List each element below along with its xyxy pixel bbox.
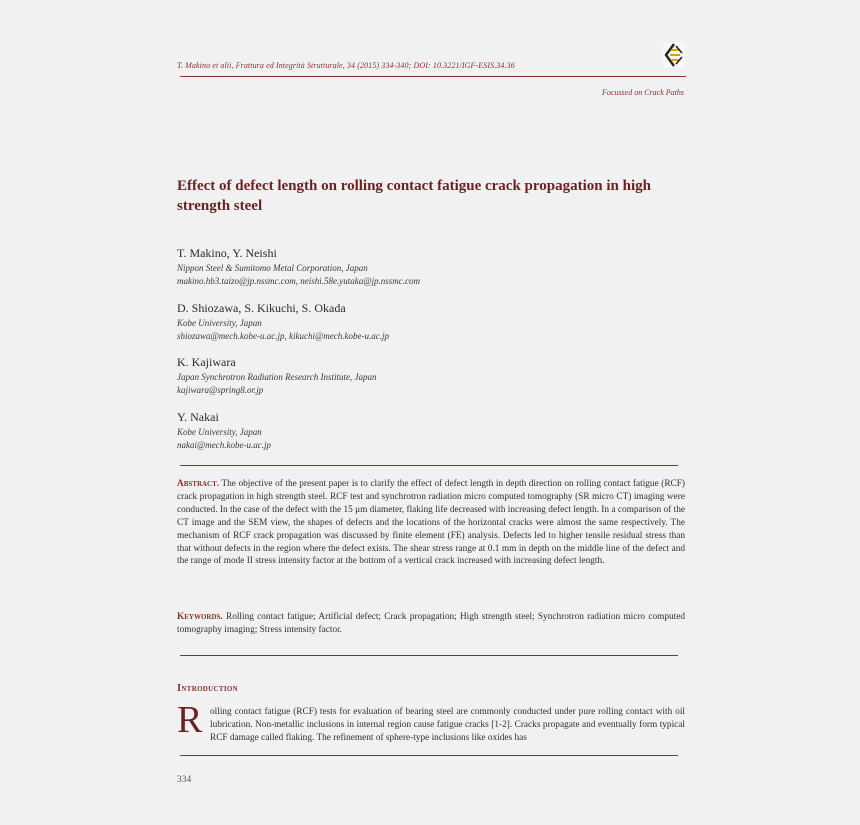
running-title: Focussed on Crack Paths bbox=[602, 88, 684, 97]
introduction-heading: Introduction bbox=[177, 683, 238, 694]
header-rule bbox=[180, 76, 686, 77]
paper-title: Effect of defect length on rolling contact fatigue crack propagation in high strength steel bbox=[177, 178, 651, 214]
author-emails: kajiwara@spring8.or.jp bbox=[177, 385, 264, 395]
abstract-text: The objective of the present paper is to clarify the effect of defect length in depth direction on rolling contact fatigue (RCF) crack propagation in high strength steel. RCF test and synchrotron radiation micro computed tomography (SR micro CT) imaging were conducted. In the case of the defect with the 15 μm diameter, flaking life decreased with increasing defect length. In a comparison of the CT image and the SEM view, the shapes of defects and the locations of the horizontal cracks were almost the same respectively. The mechanism of RCF crack propagation was discussed by finite element (FE) analysis. Defects led to higher tensile residual stress than that without defects in the region where the defect exists. The shear stress range at 0.1 mm in depth on the middle line of the defect and the range of mode II stress intensity factor at the bottom of a vertical crack increased with increasing defect length. bbox=[177, 479, 686, 567]
author-affiliation: Kobe University, Japan bbox=[177, 318, 262, 328]
abstract bbox=[177, 478, 685, 568]
abstract-label: Abstract. bbox=[177, 479, 220, 489]
introduction-text: olling contact fatigue (RCF) tests for evaluation of bearing steel are commonly conducted under pure rolling contact with oil lubrication. Non-metallic inclusions in internal region cause fatigue cracks [1-2]. Cracks propagate and eventually form typical RCF damage called flaking. The refinement of sphere-type inclusions like oxides has bbox=[210, 707, 685, 743]
author-names: T. Makino, Y. Neishi bbox=[177, 246, 277, 260]
journal-citation: T. Makino et alii, Frattura ed Integrità Strutturale, 34 (2015) 334-340; DOI: 10.3221/IGF-ESIS.34.36 bbox=[177, 61, 515, 70]
author-emails: nakai@mech.kobe-u.ac.jp bbox=[177, 440, 271, 450]
author-emails: makino.hb3.taizo@jp.nssmc.com, neishi.58e.yutaka@jp.nssmc.com bbox=[177, 276, 421, 286]
keywords bbox=[177, 611, 685, 637]
journal-logo-icon bbox=[663, 42, 685, 68]
author-names: D. Shiozawa, S. Kikuchi, S. Okada bbox=[177, 301, 346, 315]
dropcap: R bbox=[177, 699, 203, 741]
author-emails: shiozawa@mech.kobe-u.ac.jp, kikuchi@mech.kobe-u.ac.jp bbox=[177, 331, 389, 341]
section-rule bbox=[180, 465, 678, 466]
author-affiliation: Nippon Steel & Sumitomo Metal Corporation, Japan bbox=[177, 263, 368, 273]
keywords-label: Keywords. bbox=[177, 612, 223, 622]
keywords-text: Rolling contact fatigue; Artificial defect; Crack propagation; High strength steel; Synchrotron radiation micro computed tomography imaging; Stress intensity factor. bbox=[177, 612, 685, 635]
footer-rule bbox=[180, 755, 678, 756]
author-affiliation: Kobe University, Japan bbox=[177, 427, 262, 437]
section-rule bbox=[180, 655, 678, 656]
author-names: K. Kajiwara bbox=[177, 355, 236, 369]
author-names: Y. Nakai bbox=[177, 410, 219, 424]
page-number: 334 bbox=[177, 775, 192, 785]
author-affiliation: Japan Synchrotron Radiation Research Institute, Japan bbox=[177, 372, 377, 382]
